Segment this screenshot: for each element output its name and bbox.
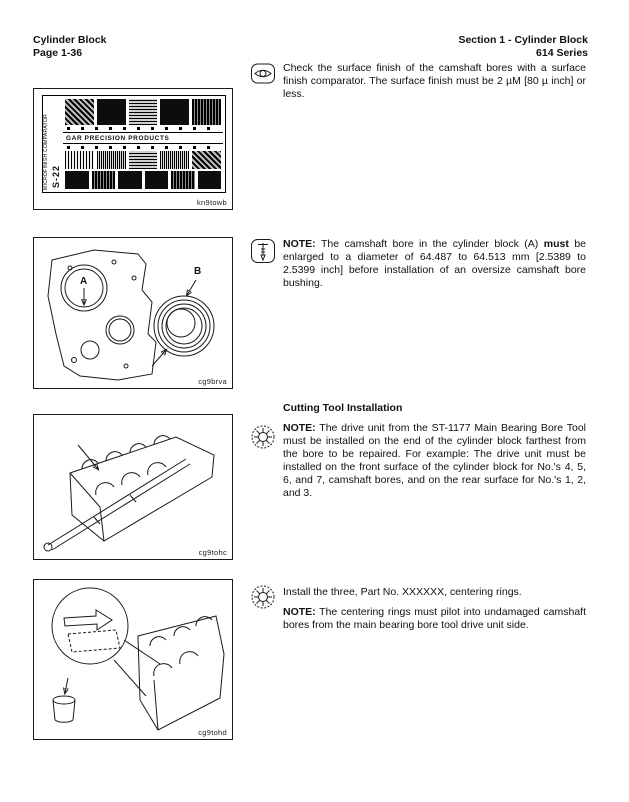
- finish-sample: [160, 99, 189, 125]
- note-label: NOTE:: [283, 238, 316, 250]
- figure-centering-rings: [33, 579, 233, 740]
- scale-ticks: [67, 146, 219, 149]
- section-title: Section 1 - Cylinder Block: [458, 34, 588, 46]
- finish-sample: [198, 171, 222, 189]
- finish-sample: [65, 171, 89, 189]
- page-number: Page 1-36: [33, 47, 83, 59]
- comparator-brand: GAR PRECISION PRODUCTS: [63, 132, 223, 144]
- centering-note-text: The centering rings must pilot into undamaged camshaft bores from the main bearing bore tool drive unit side.: [283, 606, 586, 631]
- note-bore-pre: The camshaft bore in the cylinder block (A): [315, 238, 544, 250]
- note-label: NOTE:: [283, 606, 316, 618]
- note-bore-post: be enlarged to a diameter of 64.487 to 64.513 mm [2.5389 to 2.5399 inch] before installation of an oversize camshaft bore bushing.: [283, 238, 586, 289]
- comparator-strips-bottom: [65, 171, 221, 189]
- note-label: NOTE:: [283, 422, 316, 434]
- finish-sample: [129, 151, 158, 169]
- boring-cutter-icon: [250, 424, 276, 450]
- cutting-note-text: The drive unit from the ST-1177 Main Bearing Bore Tool must be installed on the end of the cylinder block farthest from the bore to be repaired. For example: The drive unit must be installed on the front surface of the cylinder block for No.'s 4, 5, 6, and 7, camshaft bores, and on the rear surface for No.'s 1, 2, and 3.: [283, 422, 586, 499]
- figure-code: cg9tohd: [198, 728, 227, 737]
- paragraph-install-rings: [283, 586, 586, 599]
- paragraph-note-bore: [283, 238, 586, 290]
- inspect-text: Check the surface finish of the camshaft bores with a surface finish comparator. The surface finish must be 2 µM [80 µ inch] or less.: [283, 62, 586, 100]
- comparator-strips-middle: [65, 151, 221, 169]
- comparator-side-labels: [44, 98, 62, 190]
- comparator-card: [42, 95, 226, 193]
- note-bore-bold: must: [543, 238, 569, 250]
- comparator-strips-top: [65, 99, 221, 125]
- label-a: A: [80, 276, 88, 287]
- finish-sample: [129, 99, 158, 125]
- comparator-body: [63, 96, 223, 192]
- paragraph-cutting-note: [283, 422, 586, 500]
- figure-code: kn9towb: [196, 198, 227, 207]
- finish-sample: [171, 171, 195, 189]
- paragraph-centering-note: [283, 606, 586, 632]
- boring-tool-illustration: [34, 415, 232, 559]
- finish-sample: [192, 99, 221, 125]
- scale-ticks: [67, 127, 219, 130]
- finish-sample: [65, 99, 94, 125]
- finish-sample: [192, 151, 221, 169]
- boring-cutter-icon: [250, 584, 276, 610]
- comparator-side-label: MICROFINISH COMPARATOR: [43, 113, 49, 190]
- finish-sample: [97, 151, 126, 169]
- paragraph-inspect: [283, 62, 586, 101]
- inspect-eye-icon: [250, 62, 276, 88]
- figure-camshaft-bore: [33, 237, 233, 389]
- tap-reamer-icon: [250, 238, 276, 264]
- page-title: Cylinder Block: [33, 34, 107, 46]
- header-right: [458, 34, 588, 60]
- series-label: 614 Series: [536, 47, 588, 59]
- centering-rings-illustration: [34, 580, 232, 739]
- finish-sample: [92, 171, 116, 189]
- cutting-tool-heading: Cutting Tool Installation: [283, 402, 403, 414]
- finish-sample: [160, 151, 189, 169]
- header-left: [33, 34, 107, 60]
- finish-sample: [97, 99, 126, 125]
- comparator-model-label: S-22: [51, 164, 61, 188]
- finish-sample: [65, 151, 94, 169]
- bore-illustration: [34, 238, 232, 388]
- finish-sample: [145, 171, 169, 189]
- finish-sample: [118, 171, 142, 189]
- figure-surface-comparator: [33, 88, 233, 210]
- figure-code: cg9brva: [198, 377, 227, 386]
- label-b: B: [194, 266, 202, 277]
- figure-boring-tool: [33, 414, 233, 560]
- figure-code: cg9tohc: [198, 548, 227, 557]
- install-rings-text: Install the three, Part No. XXXXXX, centering rings.: [283, 586, 522, 598]
